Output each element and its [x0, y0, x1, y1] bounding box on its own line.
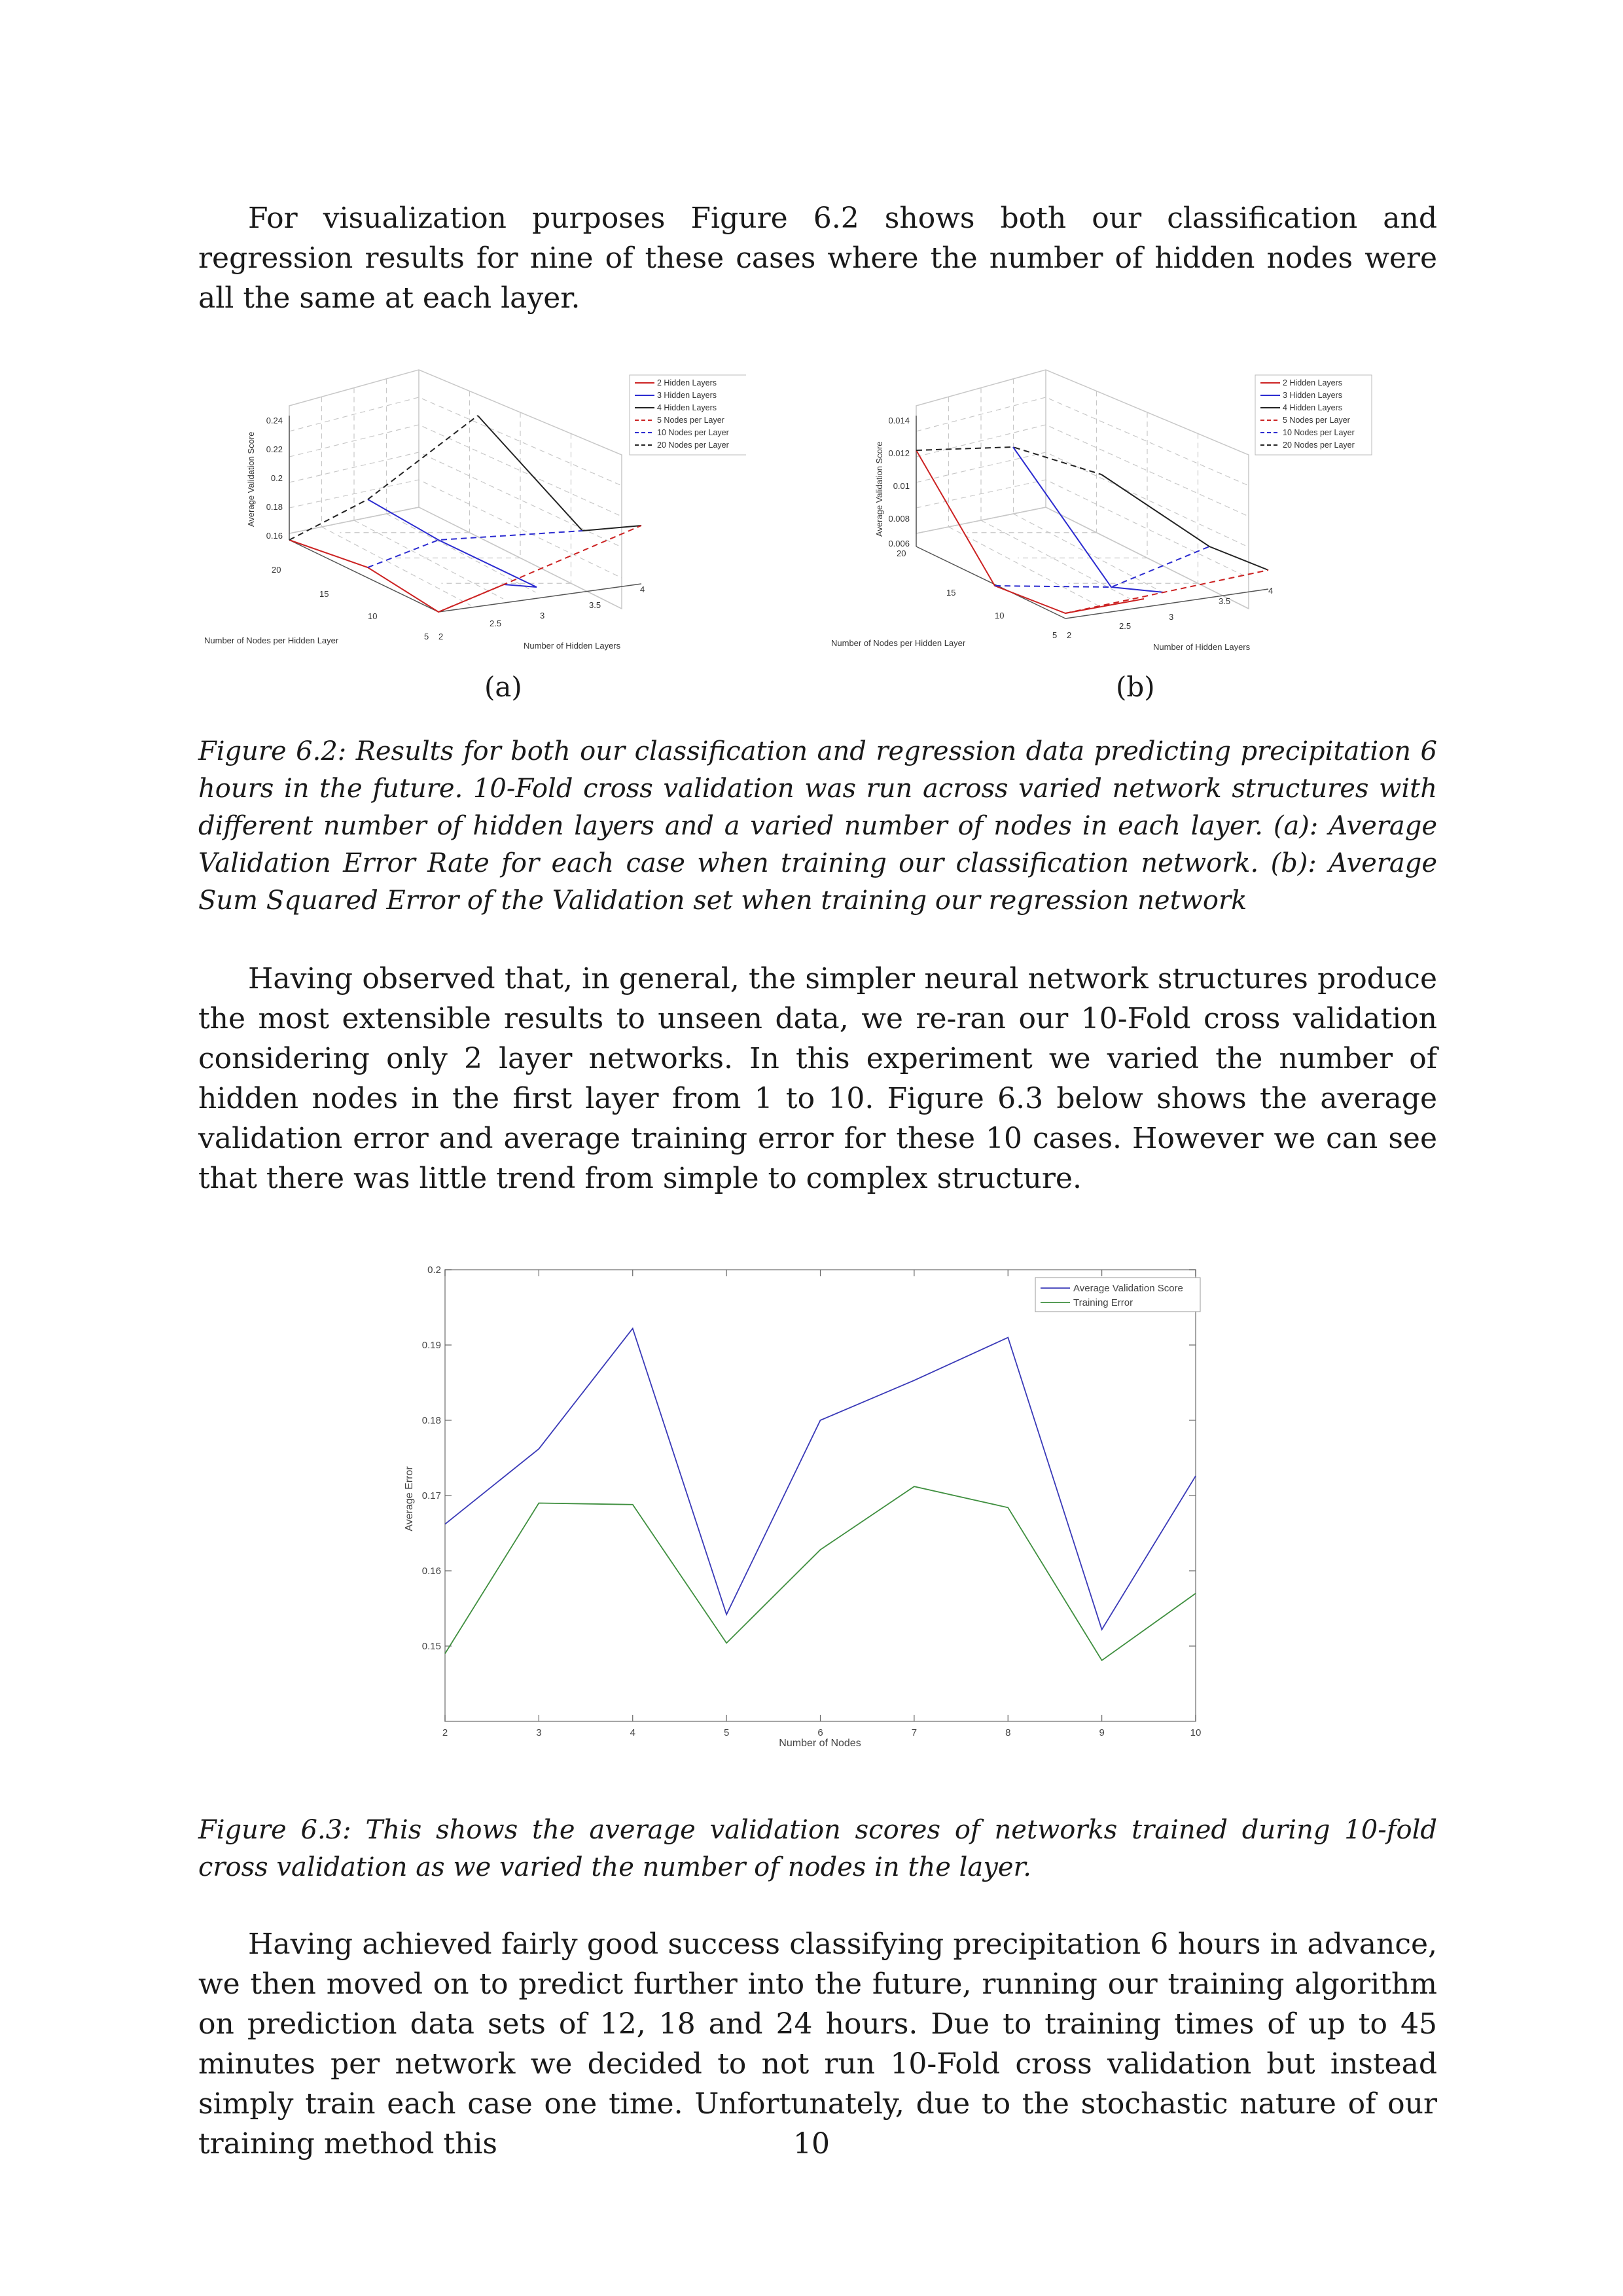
fig-b-legend-label: 2 Hidden Layers: [1283, 378, 1343, 387]
fig-b-ylabel: Number of Hidden Layers: [1153, 642, 1251, 651]
figure-6-2b-chart: [823, 350, 1373, 651]
fig-a-ztick: 0.18: [266, 502, 283, 512]
fig-b-legend-label: 5 Nodes per Layer: [1283, 416, 1350, 425]
fig63-y-tick-label: 0.16: [421, 1566, 441, 1577]
fig-a-ztick: 0.22: [266, 444, 283, 454]
fig63-x-tick-label: 2: [442, 1727, 448, 1738]
fig-a-ytick: 3: [540, 611, 545, 620]
fig-b-ztick: 0.012: [888, 448, 910, 458]
fig63-x-tick-label: 7: [911, 1727, 918, 1738]
fig-b-legend-label: 3 Hidden Layers: [1283, 391, 1343, 400]
fig-b-legend-label: 4 Hidden Layers: [1283, 403, 1343, 412]
fig-a-grid-line: [289, 397, 622, 486]
fig-b-ztick: 0.01: [893, 481, 910, 491]
figure-6-3-chart: [386, 1250, 1237, 1748]
fig-a-xtick: 15: [319, 589, 329, 599]
paragraph-1: [198, 198, 1437, 318]
fig-a-x-axis: [289, 540, 438, 612]
fig-b-xtick: 15: [946, 588, 956, 598]
fig-b-ztick: 0.014: [888, 416, 910, 425]
fig63-x-tick-label: 6: [817, 1727, 823, 1738]
fig63-legend-label: Training Error: [1073, 1297, 1133, 1308]
fig-a-wall: [289, 370, 622, 609]
fig-b-series-4-hidden-layers: [1101, 475, 1268, 570]
figure-6-2-caption: Figure 6.2: Results for both our classification and regression data predicting precipitation 6 hours in the future. 10-Fold cross validation was run across varied network structures with different number of hidden layers and a varied number of nodes in each layer. (a): Average Validation Error Rate for each case when training our classification network. (b): Average Sum Squared Error of the Validation set when training our regression network: [198, 736, 1437, 916]
fig-a-legend-label: 3 Hidden Layers: [657, 391, 717, 400]
fig-b-legend-label: 10 Nodes per Layer: [1283, 428, 1355, 437]
fig-b-ztick: 0.008: [888, 514, 910, 524]
fig63-y-tick-label: 0.19: [421, 1340, 441, 1351]
fig-a-legend-label: 20 Nodes per Layer: [657, 440, 729, 450]
paragraph-2-text: Having observed that, in general, the simpler neural network structures produce the most extensible results to unseen data, we re-ran our 10-Fold cross validation considering only 2 layer networks. In this experiment we varied the number of hidden nodes in the first layer from 1 to 10. Figure 6.3 below shows the average validation error and average training error for these 10 cases. However we can see that there was little trend from simple to complex structure.: [198, 962, 1437, 1195]
paragraph-1-text: For visualization purposes Figure 6.2 shows both our classification and regression results for nine of these cases where the number of hidden nodes were all the same at each layer.: [198, 202, 1437, 315]
fig-a-ytick: 2: [438, 632, 444, 641]
fig-a-ytick: 3.5: [589, 600, 601, 610]
fig63-x-tick-label: 5: [723, 1727, 730, 1738]
fig63-x-tick-label: 9: [1099, 1727, 1105, 1738]
fig-b-ytick: 3.5: [1219, 596, 1231, 606]
fig-b-ztick: 0.006: [888, 539, 910, 548]
fig63-x-tick-label: 8: [1005, 1727, 1011, 1738]
fig63-x-tick-label: 4: [630, 1727, 635, 1738]
fig-b-ytick: 2: [1067, 630, 1072, 640]
fig-b-series-3-hidden-layers: [1013, 447, 1164, 592]
fig-b-zlabel: Average Validation Score: [874, 441, 884, 537]
fig-b-legend-label: 20 Nodes per Layer: [1283, 440, 1355, 450]
fig-b-xtick: 20: [897, 548, 906, 558]
subfigure-label-a: (a): [484, 671, 522, 703]
fig-a-ytick: 2.5: [490, 619, 502, 628]
fig-b-x-axis: [916, 547, 1065, 619]
fig-b-xtick: 5: [1052, 630, 1058, 640]
fig-a-ztick: 0.2: [270, 473, 283, 483]
fig-a-ztick: 0.16: [266, 531, 283, 541]
fig-a-legend-label: 2 Hidden Layers: [657, 378, 717, 387]
fig-b-xlabel: Number of Nodes per Hidden Layer: [831, 638, 966, 648]
fig-a-ylabel: Number of Hidden Layers: [524, 641, 621, 651]
fig-b-series-5-nodes: [1065, 570, 1268, 613]
fig-b-ytick: 3: [1169, 612, 1174, 622]
fig63-x-tick-label: 3: [536, 1727, 542, 1738]
fig-b-series-10-nodes: [995, 547, 1209, 587]
fig-b-ytick: 4: [1268, 586, 1274, 596]
page-number: 10: [793, 2127, 830, 2161]
fig63-xlabel: Number of Nodes: [779, 1738, 861, 1748]
fig-a-series-10-nodes: [368, 531, 582, 567]
fig-b-ytick: 2.5: [1119, 621, 1132, 631]
fig-b-grid-line: [916, 425, 1249, 516]
fig-a-ztick: 0.24: [266, 416, 283, 425]
fig63-plot-frame: [445, 1270, 1196, 1721]
fig63-y-tick-label: 0.15: [421, 1641, 441, 1652]
fig-a-y-axis: [438, 584, 641, 612]
fig63-x-tick-label: 10: [1190, 1727, 1202, 1738]
fig-b-xtick: 10: [995, 611, 1005, 620]
fig63-legend-label: Average Validation Score: [1073, 1283, 1183, 1294]
fig-a-xlabel: Number of Nodes per Hidden Layer: [204, 636, 339, 645]
fig-b-wall: [916, 370, 1249, 609]
figure-6-2a-chart: [196, 350, 746, 651]
fig-b-grid-line: [916, 397, 1249, 486]
fig-a-legend-label: 4 Hidden Layers: [657, 403, 717, 412]
fig-a-xtick: 10: [368, 611, 378, 621]
fig-a-series-4-hidden-layers: [478, 416, 641, 531]
fig-a-grid-line: [289, 425, 622, 516]
fig-a-xtick: 5: [424, 632, 429, 641]
paragraph-3-text: Having achieved fairly good success classifying precipitation 6 hours in advance, we then moved on to predict further into the future, running our training algorithm on prediction data sets of 12, 18 and 24 hours. Due to training times of up to 45 minutes per network we decided to not run 10-Fold cross validation but instead simply train each case one time. Unfortunately, due to the stochastic nature of our training method this: [198, 1928, 1437, 2161]
fig63-y-tick-label: 0.17: [421, 1490, 441, 1501]
fig-a-series-20-nodes: [289, 416, 478, 540]
fig-a-xtick: 20: [272, 565, 281, 575]
fig63-y-tick-label: 0.2: [427, 1265, 441, 1276]
fig-a-grid-line: [289, 480, 622, 578]
fig63-ylabel: Average Error: [404, 1466, 415, 1532]
fig-a-zlabel: Average Validation Score: [246, 431, 256, 527]
fig63-y-tick-label: 0.18: [421, 1415, 441, 1426]
fig-a-series-2-hidden-layers: [289, 540, 504, 612]
subfigure-label-b: (b): [1116, 671, 1155, 703]
fig-b-grid-line: [916, 480, 1249, 578]
fig-b-floor-line: [949, 527, 1098, 605]
fig-a-ytick: 4: [640, 584, 645, 594]
fig-a-legend-label: 10 Nodes per Layer: [657, 428, 729, 437]
paragraph-2: [198, 959, 1437, 1198]
figure-6-3-caption: Figure 6.3: This shows the average validation scores of networks trained during 10-fold cross validation as we varied the number of nodes in the layer.: [198, 1815, 1437, 1882]
fig-a-legend-label: 5 Nodes per Layer: [657, 416, 724, 425]
